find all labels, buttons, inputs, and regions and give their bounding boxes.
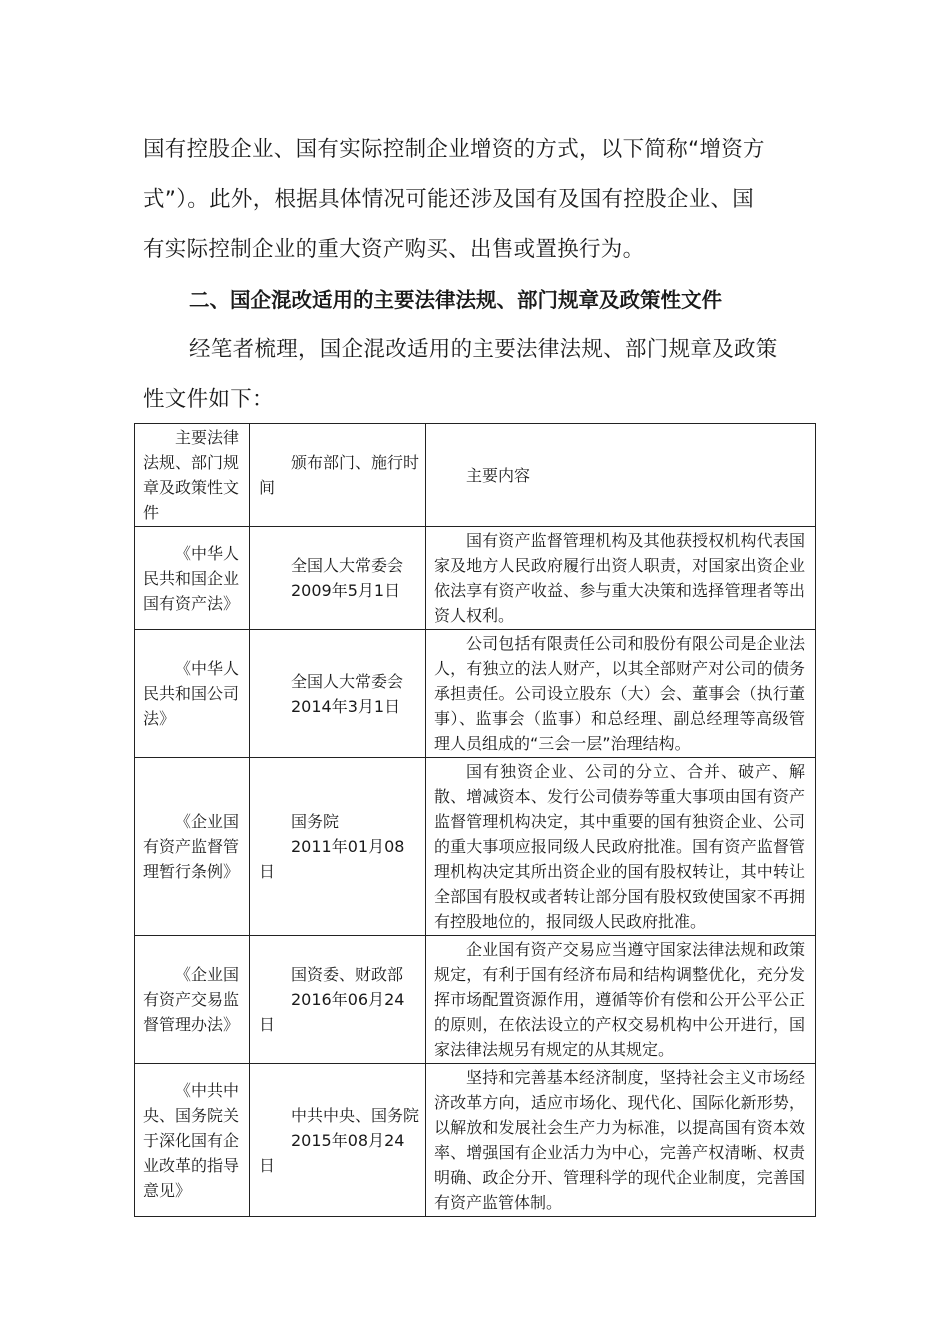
date-text: 2011年01月08日 xyxy=(259,837,405,881)
law-name-cell: 《中华人民共和国公司法》 xyxy=(135,630,250,758)
date-text: 2016年06月24日 xyxy=(259,990,405,1034)
law-name-cell: 《企业国有资产监督管理暂行条例》 xyxy=(135,758,250,936)
date-text: 2014年3月1日 xyxy=(291,696,401,716)
issuer-date-cell xyxy=(250,630,426,758)
table-row xyxy=(135,527,816,630)
lead-line: 经笔者梳理，国企混改适用的主要法律法规、部门规章及政策 xyxy=(189,337,778,362)
issuer-text: 中共中央、国务院 xyxy=(291,1105,420,1125)
section-heading: 二、国企混改适用的主要法律法规、部门规章及政策性文件 xyxy=(189,288,722,312)
issuer-text: 国资委、财政部 xyxy=(291,965,404,984)
issuer-date-cell xyxy=(250,936,426,1064)
content-cell: 国有资产监督管理机构及其他获授权机构代表国家及地方人民政府履行出资人职责，对国家出资企业依法享有资产收益、参与重大决策和选择管理者等出资人权利。 xyxy=(426,527,816,630)
date-text: 2015年08月24日 xyxy=(259,1130,405,1175)
intro-line: 国有控股企业、国有实际控制企业增资的方式，以下简称“增资方 xyxy=(143,137,765,162)
header-cell-issuer: 颁布部门、施行时间 xyxy=(250,424,426,527)
issuer-text: 全国人大常委会 xyxy=(291,671,404,691)
law-name-cell: 《中共中央、国务院关于深化国有企业改革的指导意见》 xyxy=(135,1064,250,1217)
lead-line: 性文件如下： xyxy=(143,387,274,412)
header-cell-name: 主要法律法规、部门规章及政策性文件 xyxy=(135,424,250,527)
content-cell: 企业国有资产交易应当遵守国家法律法规和政策规定，有利于国有经济布局和结构调整优化，充分发挥市场配置资源作用，遵循等价有偿和公开公平公正的原则，在依法设立的产权交易机构中公开进行，国家法律法规另有规定的从其规定。 xyxy=(426,936,816,1064)
table-row xyxy=(135,1064,816,1217)
table-row xyxy=(135,758,816,936)
issuer-text: 国务院 xyxy=(291,812,340,831)
intro-paragraph xyxy=(143,125,798,275)
header-cell-content: 主要内容 xyxy=(426,424,816,527)
table-row xyxy=(135,630,816,758)
table-row xyxy=(135,936,816,1064)
laws-table xyxy=(134,423,816,1217)
content-cell: 国有独资企业、公司的分立、合并、破产、解散、增减资本、发行公司债券等重大事项由国有资产监督管理机构决定，其中重要的国有独资企业、公司的重大事项应报同级人民政府批准。国有资产监督管理机构决定其所出资企业的国有股权转让，其中转让全部国有股权或者转让部分国有股权致使国家不再拥有控股地位的，报同级人民政府批准。 xyxy=(426,758,816,936)
intro-line: 有实际控制企业的重大资产购买、出售或置换行为。 xyxy=(143,237,645,262)
issuer-date-cell xyxy=(250,758,426,936)
intro-line: 式”）。此外，根据具体情况可能还涉及国有及国有控股企业、国 xyxy=(143,187,755,212)
law-name-cell: 《中华人民共和国企业国有资产法》 xyxy=(135,527,250,630)
lead-paragraph xyxy=(143,325,798,425)
issuer-date-cell xyxy=(250,1064,426,1217)
issuer-date-cell xyxy=(250,527,426,630)
table-header-row xyxy=(135,424,816,527)
law-name-cell: 《企业国有资产交易监督管理办法》 xyxy=(135,936,250,1064)
content-cell: 公司包括有限责任公司和股份有限公司是企业法人，有独立的法人财产，以其全部财产对公司的债务承担责任。公司设立股东（大）会、董事会（执行董事）、监事会（监事）和总经理、副总经理等高级管理人员组成的“三会一层”治理结构。 xyxy=(426,630,816,758)
date-text: 2009年5月1日 xyxy=(291,581,401,600)
issuer-text: 全国人大常委会 xyxy=(291,556,404,575)
content-cell: 坚持和完善基本经济制度，坚持社会主义市场经济改革方向，适应市场化、现代化、国际化新形势，以解放和发展社会生产力为标准，以提高国有资本效率、增强国有企业活力为中心，完善产权清晰、权责明确、政企分开、管理科学的现代企业制度，完善国有资产监管体制。 xyxy=(426,1064,816,1217)
